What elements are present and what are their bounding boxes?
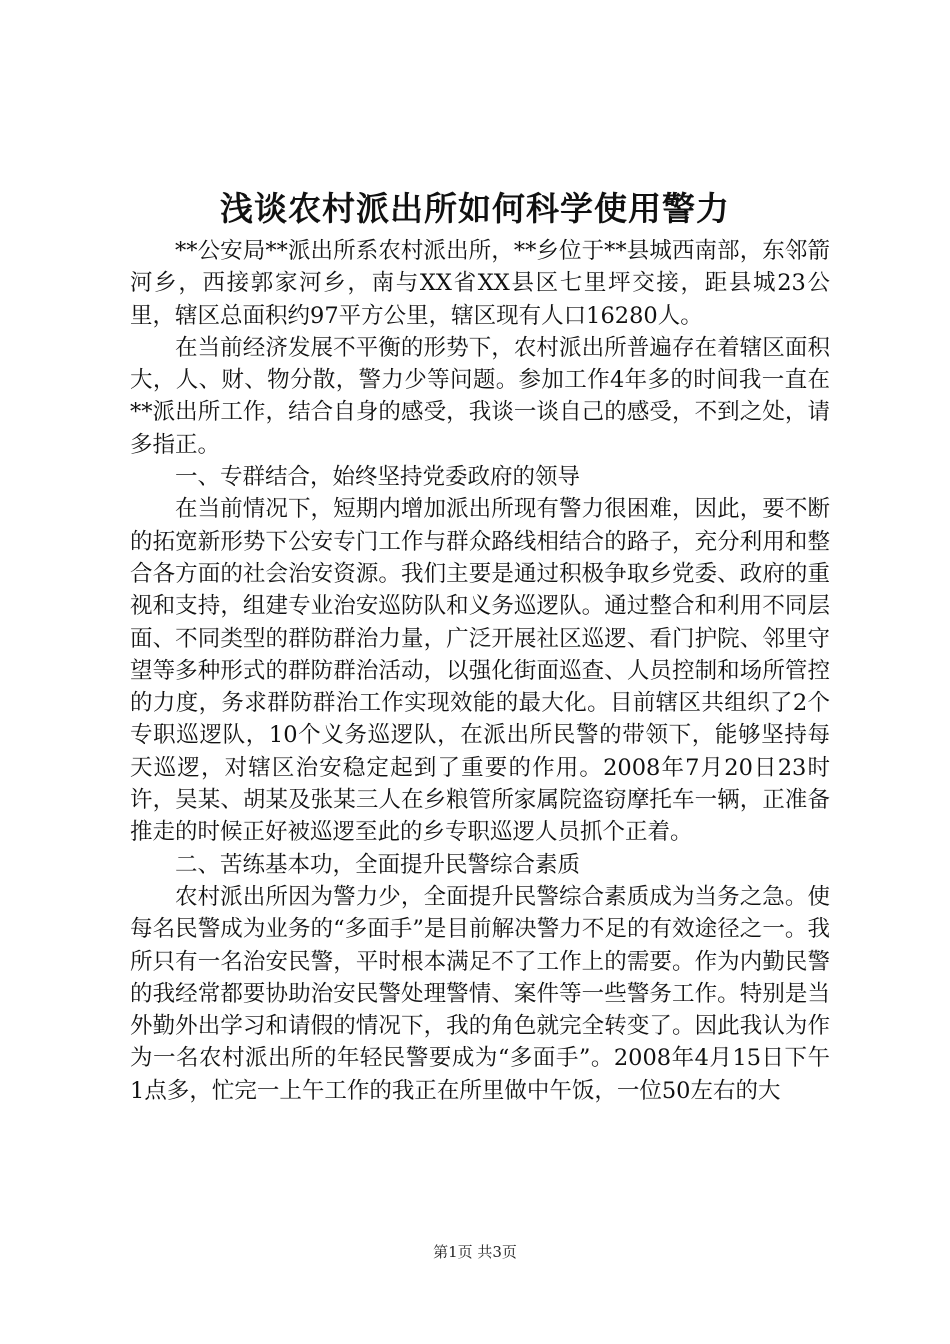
- document-body: [130, 235, 830, 1107]
- section-heading-1: 一、专群结合，始终坚持党委政府的领导: [175, 464, 581, 491]
- paragraph-background: 在当前经济发展不平衡的形势下，农村派出所普遍存在着辖区面积大，人、财、物分散，警力少等问题。参加工作4年多的时间我一直在**派出所工作，结合自身的感受，我谈一谈自己的感受，不到之处，请多指正。: [130, 334, 830, 458]
- paragraph-intro: **公安局**派出所系农村派出所，**乡位于**县城西南部，东邻箭河乡，西接郭家河乡，南与XX省XX县区七里坪交接，距县城23公里，辖区总面积约97平方公里，辖区现有人口16280人。: [130, 238, 830, 329]
- section-heading-2: 二、苦练基本功，全面提升民警综合素质: [175, 851, 581, 878]
- paragraph-section-1: 在当前情况下，短期内增加派出所现有警力很困难，因此，要不断的拓宽新形势下公安专门工作与群众路线相结合的路子，充分利用和整合各方面的社会治安资源。我们主要是通过积极争取乡党委、政府的重视和支持，组建专业治安巡防队和义务巡逻队。通过整合和利用不同层面、不同类型的群防群治力量，广泛开展社区巡逻、看门护院、邻里守望等多种形式的群防群治活动，以强化街面巡查、人员控制和场所管控的力度，务求群防群治工作实现效能的最大化。目前辖区共组织了2个专职巡逻队，10个义务巡逻队，在派出所民警的带领下，能够坚持每天巡逻，对辖区治安稳定起到了重要的作用。2008年7月20日23时许，吴某、胡某及张某三人在乡粮管所家属院盗窃摩托车一辆，正准备推走的时候正好被巡逻至此的乡专职巡逻人员抓个正着。: [130, 496, 830, 846]
- page-number-footer: 第1页 共3页: [433, 1243, 517, 1261]
- paragraph-section-2: 农村派出所因为警力少，全面提升民警综合素质成为当务之急。使每名民警成为业务的“多面手”是目前解决警力不足的有效途径之一。我所只有一名治安民警，平时根本满足不了工作上的需要。作为内勤民警的我经常都要协助治安民警处理警情、案件等一些警务工作。特别是当外勤外出学习和请假的情况下，我的角色就完全转变了。因此我认为作为一名农村派出所的年轻民警要成为“多面手”。2008年4月15日下午1点多，忙完一上午工作的我正在所里做中午饭，一位50左右的大: [130, 883, 830, 1104]
- document-title: 浅谈农村派出所如何科学使用警力: [220, 189, 730, 228]
